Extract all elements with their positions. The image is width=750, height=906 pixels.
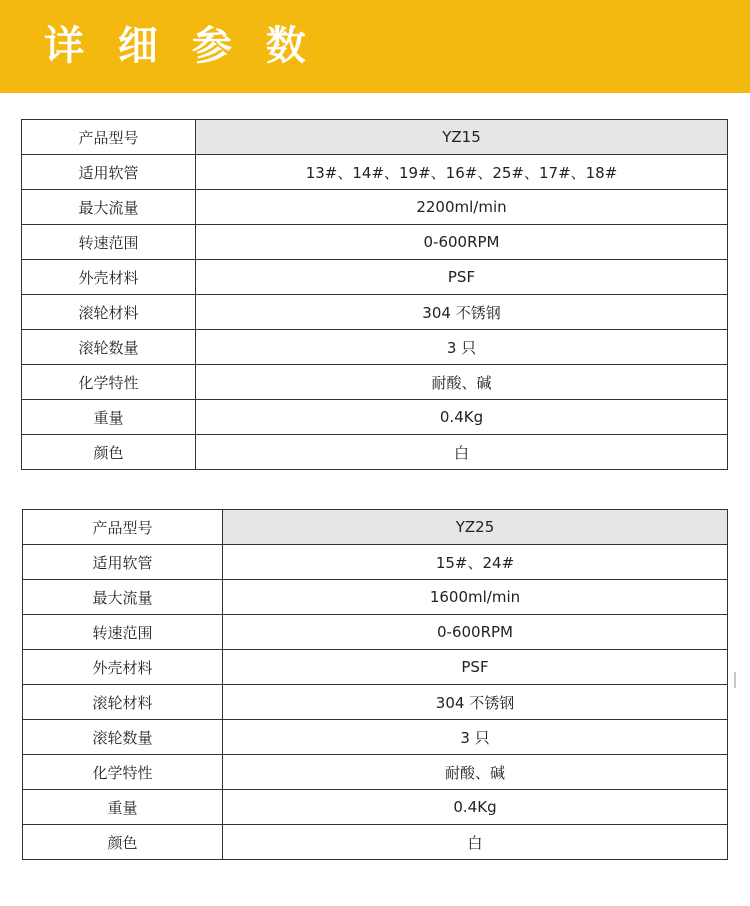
spec-label: 重量 [22, 400, 196, 435]
spec-label: 化学特性 [22, 365, 196, 400]
spec-value: 15#、24# [223, 545, 728, 580]
spec-label: 产品型号 [23, 510, 223, 545]
spec-label: 滚轮材料 [22, 295, 196, 330]
spec-value: 13#、14#、19#、16#、25#、17#、18# [196, 155, 728, 190]
table-row [22, 225, 728, 260]
spec-table-yz25 [22, 509, 728, 860]
table-row [22, 365, 728, 400]
table-row [23, 790, 728, 825]
spec-label: 化学特性 [23, 755, 223, 790]
table-row [22, 120, 728, 155]
spec-value: 0.4Kg [223, 790, 728, 825]
spec-value: 耐酸、碱 [196, 365, 728, 400]
spec-value: 3 只 [223, 720, 728, 755]
header-banner [0, 0, 750, 93]
table-row [23, 650, 728, 685]
spec-value: 白 [196, 435, 728, 470]
spec-value: 0-600RPM [196, 225, 728, 260]
spec-table-yz15 [21, 119, 728, 470]
spec-label: 适用软管 [23, 545, 223, 580]
table-row [23, 510, 728, 545]
table-row [23, 755, 728, 790]
spec-value: PSF [196, 260, 728, 295]
spec-value: 0.4Kg [196, 400, 728, 435]
spec-value: 1600ml/min [223, 580, 728, 615]
table-row [22, 155, 728, 190]
spec-value: 白 [223, 825, 728, 860]
spec-value: 0-600RPM [223, 615, 728, 650]
spec-label: 滚轮数量 [22, 330, 196, 365]
spec-value: YZ15 [196, 120, 728, 155]
spec-label: 适用软管 [22, 155, 196, 190]
spec-label: 外壳材料 [23, 650, 223, 685]
table-row [23, 720, 728, 755]
spec-value: 304 不锈钢 [223, 685, 728, 720]
table-row [23, 545, 728, 580]
table-row [23, 685, 728, 720]
spec-label: 转速范围 [23, 615, 223, 650]
table-row [22, 295, 728, 330]
spec-label: 最大流量 [23, 580, 223, 615]
table-row [22, 435, 728, 470]
table-row [23, 825, 728, 860]
table-row [23, 580, 728, 615]
page-title: 详 细 参 数 [44, 23, 316, 69]
spec-value: 耐酸、碱 [223, 755, 728, 790]
spec-label: 重量 [23, 790, 223, 825]
table-row [23, 615, 728, 650]
spec-label: 滚轮数量 [23, 720, 223, 755]
edge-mark [734, 672, 736, 688]
spec-label: 颜色 [22, 435, 196, 470]
spec-label: 产品型号 [22, 120, 196, 155]
table-row [22, 190, 728, 225]
table-row [22, 260, 728, 295]
spec-label: 颜色 [23, 825, 223, 860]
spec-value: 3 只 [196, 330, 728, 365]
spec-value: YZ25 [223, 510, 728, 545]
spec-value: 304 不锈钢 [196, 295, 728, 330]
spec-label: 滚轮材料 [23, 685, 223, 720]
spec-value: PSF [223, 650, 728, 685]
spec-value: 2200ml/min [196, 190, 728, 225]
table-row [22, 400, 728, 435]
spec-label: 外壳材料 [22, 260, 196, 295]
spec-label: 最大流量 [22, 190, 196, 225]
spec-label: 转速范围 [22, 225, 196, 260]
table-row [22, 330, 728, 365]
